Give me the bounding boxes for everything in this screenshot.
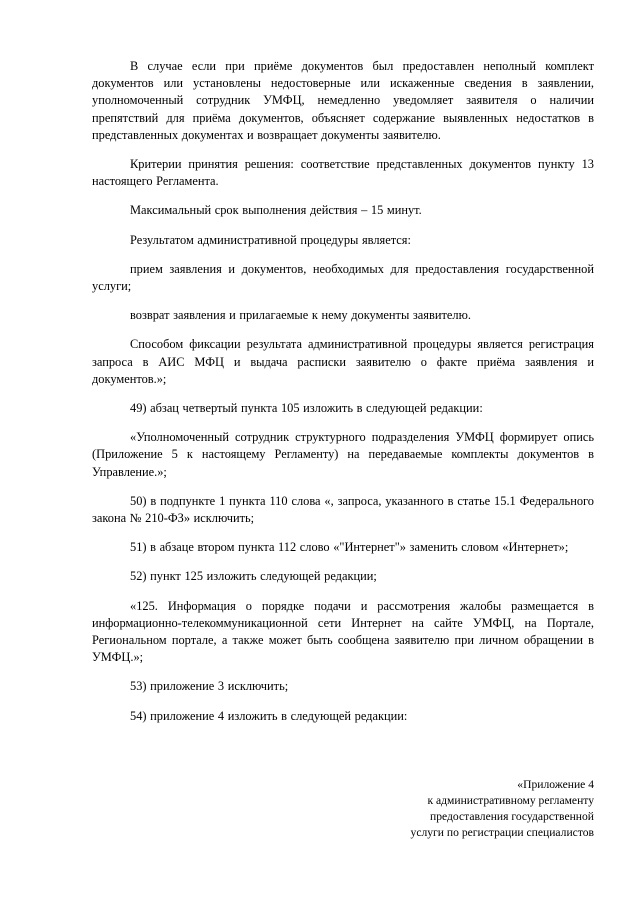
- paragraph-max-duration: Максимальный срок выполнения действия – 15 минут.: [130, 203, 422, 218]
- paragraph-procedure-result: Результатом административной процедуры является:: [130, 232, 411, 247]
- paragraph-complaint-info: «125. Информация о порядке подачи и рассмотрения жалобы размещается в информационно-телекоммуникационной сети Интернет на сайте УМФЦ, на Портале, Региональном портале, а также может быть сообщена заявителю при личном обращении в УМФЦ.»;: [92, 598, 594, 665]
- paragraph-decision-criteria: Критерии принятия решения: соответствие представленных документов пункту 13 настоящего Регламента.: [92, 157, 594, 189]
- paragraph-item-51: 51) в абзаце втором пункта 112 слово «"Интернет"» заменить словом «Интернет»;: [130, 540, 569, 555]
- paragraph-item-53: 53) приложение 3 исключить;: [130, 679, 289, 694]
- appendix-line-4: услуги по регистрации специалистов: [410, 826, 594, 839]
- paragraph-item-50: 50) в подпункте 1 пункта 110 слова «, запроса, указанного в статье 15.1 Федерального закона № 210-ФЗ» исключить;: [92, 493, 594, 526]
- paragraph-result-acceptance: прием заявления и документов, необходимых для предоставления государственной услуги;: [92, 261, 594, 294]
- paragraph-result-return: возврат заявления и прилагаемые к нему документы заявителю.: [130, 308, 471, 323]
- appendix-line-3: предоставления государственной: [430, 810, 594, 823]
- paragraph-item-54: 54) приложение 4 изложить в следующей редакции:: [130, 708, 408, 723]
- appendix-line-2: к административному регламенту: [427, 794, 594, 807]
- paragraph-incomplete-documents: В случае если при приёме документов был предоставлен неполный комплект документов или установлены недостоверные или искаженные сведения в заявлении, уполномоченный сотрудник УМФЦ, немедленно уведомляет заявителя о наличии препятствий для приёма документов, объясняет содержание выявленных недостатков в представленных документах и возвращает документы заявителю.: [92, 59, 594, 142]
- paragraph-item-49: 49) абзац четвертый пункта 105 изложить в следующей редакции:: [130, 401, 483, 416]
- appendix-header: [411, 777, 594, 841]
- paragraph-fixation-method: Способом фиксации результата административной процедуры является регистрация запроса в АИС МФЦ и выдача расписки заявителю о факте приёма заявления и документов.»;: [92, 337, 594, 386]
- appendix-line-1: «Приложение 4: [517, 778, 594, 791]
- paragraph-inventory: «Уполномоченный сотрудник структурного подразделения УМФЦ формирует опись (Приложение 5 к настоящему Регламенту) на передаваемые комплекты документов в Управление.»;: [92, 430, 594, 479]
- document-body: [92, 58, 594, 737]
- paragraph-item-52: 52) пункт 125 изложить следующей редакции;: [130, 569, 377, 584]
